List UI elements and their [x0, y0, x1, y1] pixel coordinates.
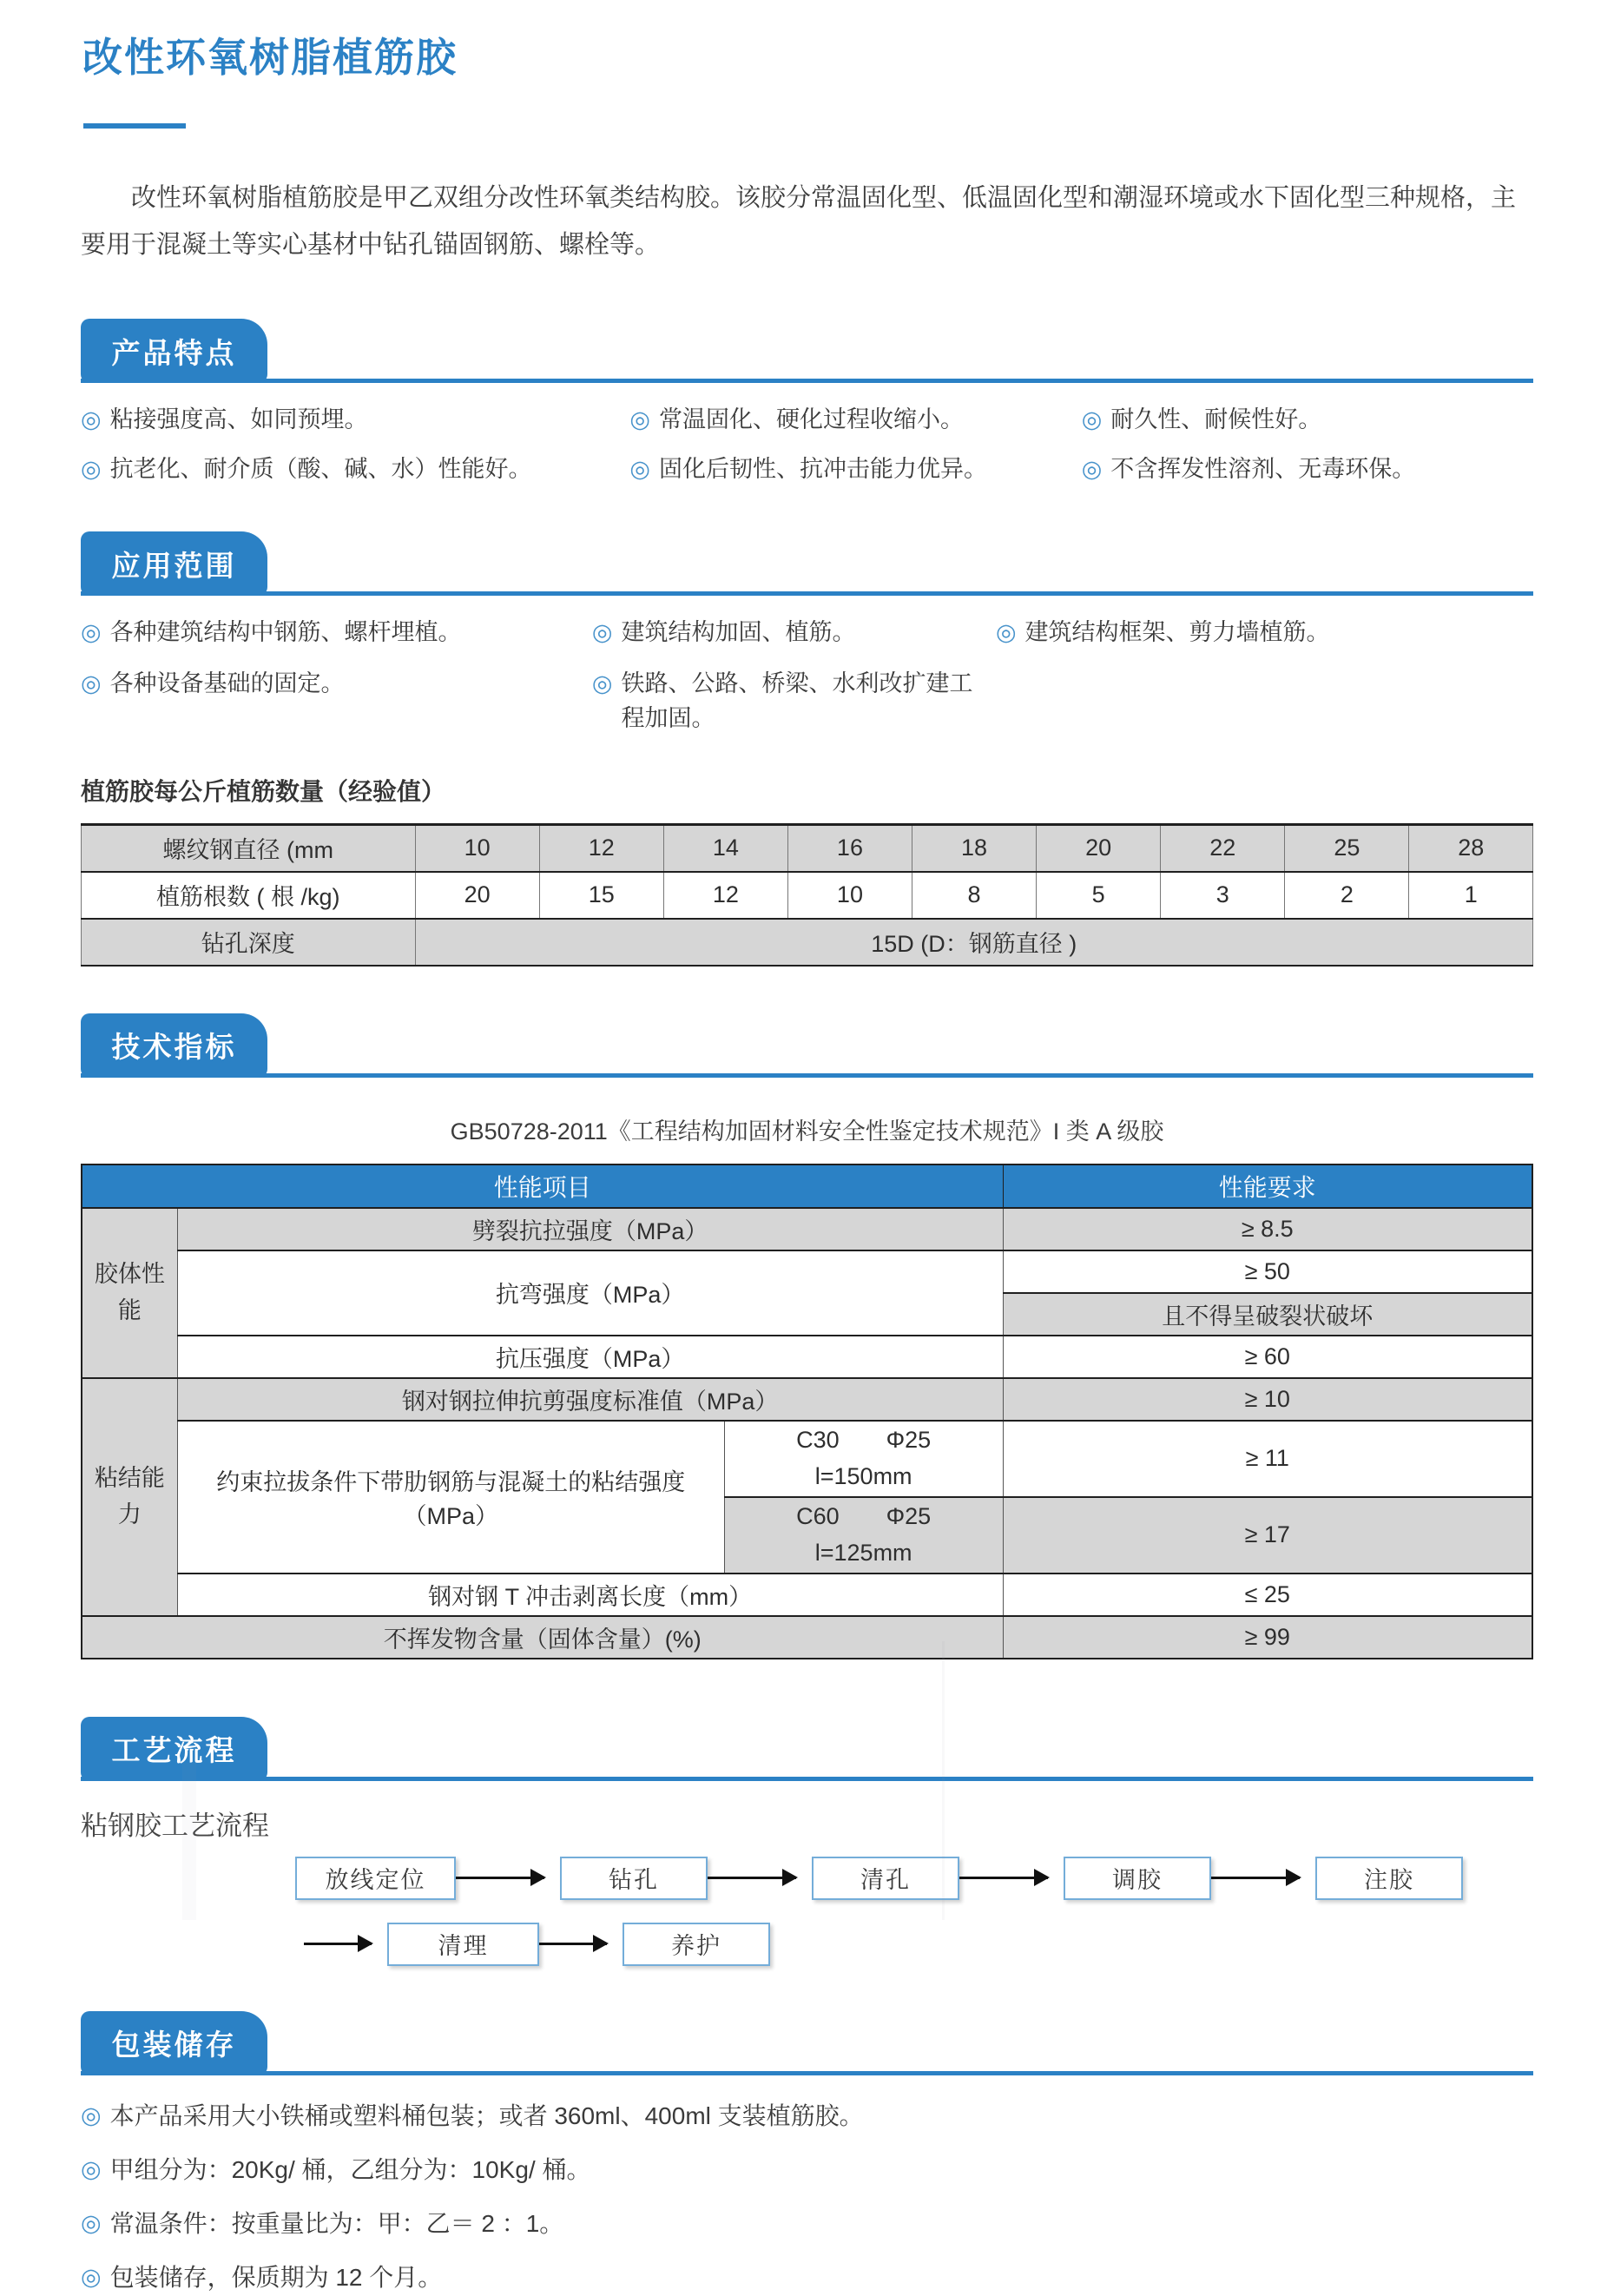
application-text: 各种设备基础的固定。	[109, 670, 345, 696]
packing-text: 常温条件：按重量比为：甲：乙＝ 2 ：1。	[109, 2209, 564, 2237]
feature-text: 不含挥发性溶剂、无毒环保。	[1110, 455, 1416, 482]
application-text: 各种建筑结构中钢筋、螺杆埋植。	[109, 619, 462, 646]
cell: 22	[1161, 824, 1285, 872]
table-header-row	[82, 1164, 1532, 1208]
column-header-req: 性能要求	[1003, 1164, 1532, 1208]
list-item	[1082, 402, 1533, 438]
list-item	[81, 452, 629, 487]
table-row-diameter	[82, 824, 1533, 872]
condition-line: l=125mm	[814, 1539, 912, 1566]
double-circle-bullet-icon: ◎	[81, 2209, 102, 2236]
section-rule	[81, 591, 1533, 596]
section-header-process	[81, 1712, 1533, 1781]
flow-step-box: 钻孔	[560, 1857, 708, 1900]
section-header-features	[81, 313, 1533, 383]
tech-spec-table	[81, 1164, 1533, 1659]
cell: 1	[1409, 872, 1533, 919]
cell: 15	[539, 872, 663, 919]
rebar-table-caption: 植筋胶每公斤植筋数量（经验值）	[81, 777, 446, 805]
group-label	[82, 1378, 177, 1616]
req-cell: ≥ 8.5	[1003, 1208, 1532, 1250]
req-cell: ≥ 50	[1003, 1250, 1532, 1293]
cell: 10	[787, 872, 912, 919]
flow-step-box: 注胶	[1315, 1857, 1463, 1900]
item-cell: 不挥发物含量（固体含量）(%)	[82, 1616, 1003, 1659]
cell: 20	[1037, 824, 1161, 872]
list-item	[629, 452, 1081, 487]
item-cell: 劈裂抗拉强度（MPa）	[177, 1208, 1003, 1250]
double-circle-bullet-icon: ◎	[81, 2155, 102, 2182]
cell: 10	[415, 824, 539, 872]
group-text: 胶体性能	[94, 1260, 165, 1323]
cell: 5	[1037, 872, 1161, 919]
row-label: 螺纹钢直径 (mm	[82, 824, 416, 872]
row-label: 植筋根数 ( 根 /kg)	[82, 872, 416, 919]
section-rule	[81, 1073, 1533, 1078]
cell: 20	[415, 872, 539, 919]
double-circle-bullet-icon: ◎	[81, 670, 102, 696]
application-text: 建筑结构框架、剪力墙植筋。	[1024, 619, 1330, 646]
row-label: 钻孔深度	[82, 919, 416, 966]
list-item	[996, 615, 1533, 650]
section-badge-features: 产品特点	[81, 319, 267, 383]
section-rule	[81, 379, 1533, 383]
cell: 14	[663, 824, 787, 872]
section-header-packing	[81, 2006, 1533, 2075]
right-arrow-icon	[1211, 1877, 1300, 1879]
cell: 3	[1161, 872, 1285, 919]
cell: 12	[663, 872, 787, 919]
condition-cell	[724, 1497, 1003, 1574]
table-row	[82, 1336, 1532, 1378]
double-circle-bullet-icon: ◎	[81, 2101, 102, 2128]
feature-text: 耐久性、耐候性好。	[1110, 406, 1322, 433]
double-circle-bullet-icon: ◎	[995, 619, 1017, 646]
cell: 28	[1409, 824, 1533, 872]
req-cell: ≥ 60	[1003, 1336, 1532, 1378]
double-circle-bullet-icon: ◎	[81, 2263, 102, 2290]
double-circle-bullet-icon: ◎	[591, 670, 613, 696]
list-item	[592, 615, 996, 650]
cell: 16	[787, 824, 912, 872]
table-row	[82, 1250, 1532, 1293]
list-item	[592, 666, 996, 736]
condition-line: C60 Φ25	[796, 1502, 932, 1529]
double-circle-bullet-icon: ◎	[591, 619, 613, 646]
section-badge-packing: 包装储存	[81, 2011, 267, 2075]
section-header-tech	[81, 1008, 1533, 1078]
page-title: 改性环氧树脂植筋胶	[82, 35, 458, 80]
watermark	[942, 1641, 945, 1920]
list-item	[81, 2098, 1533, 2134]
list-item	[81, 2206, 1533, 2242]
process-flow-row-2	[304, 1923, 1533, 1966]
condition-cell	[724, 1421, 1003, 1497]
list-item	[81, 2260, 1533, 2296]
table-row-count	[82, 872, 1533, 919]
table-row	[82, 1378, 1532, 1421]
req-cell: ≥ 11	[1003, 1421, 1532, 1497]
feature-text: 固化后韧性、抗冲击能力优异。	[658, 455, 987, 482]
application-text: 铁路、公路、桥梁、水利改扩建工程加固。	[621, 670, 973, 732]
item-cell: 钢对钢拉伸抗剪强度标准值（MPa）	[177, 1378, 1003, 1421]
cell: 8	[912, 872, 1037, 919]
double-circle-bullet-icon: ◎	[1081, 455, 1103, 482]
table-row-depth	[82, 919, 1533, 966]
req-cell: ≥ 17	[1003, 1497, 1532, 1574]
feature-text: 抗老化、耐介质（酸、碱、水）性能好。	[109, 455, 532, 482]
list-item	[81, 666, 592, 736]
section-badge-tech: 技术指标	[81, 1013, 267, 1078]
right-arrow-icon	[708, 1877, 796, 1879]
req-cell: ≥ 10	[1003, 1378, 1532, 1421]
table-row	[82, 1421, 1532, 1497]
packing-text: 本产品采用大小铁桶或塑料桶包装；或者 360ml、400ml 支装植筋胶。	[109, 2101, 864, 2129]
table-row	[82, 1574, 1532, 1616]
flow-step-box: 养护	[623, 1923, 770, 1966]
feature-text: 常温固化、硬化过程收缩小。	[658, 406, 964, 433]
group-label	[82, 1208, 177, 1378]
cell: 15D (D：钢筋直径 )	[415, 919, 1532, 966]
double-circle-bullet-icon: ◎	[81, 619, 102, 646]
section-badge-process: 工艺流程	[81, 1717, 267, 1781]
packing-list	[81, 2098, 1533, 2296]
right-arrow-icon	[539, 1943, 607, 1945]
features-list	[81, 402, 1533, 486]
item-cell: 约束拉拔条件下带肋钢筋与混凝土的粘结强度（MPa）	[177, 1421, 724, 1574]
right-arrow-icon	[456, 1877, 544, 1879]
right-arrow-icon	[959, 1877, 1048, 1879]
section-header-applications	[81, 526, 1533, 596]
tech-standard-caption: GB50728-2011《工程结构加固材料安全性鉴定技术规范》I 类 A 级胶	[450, 1118, 1164, 1145]
double-circle-bullet-icon: ◎	[629, 406, 650, 433]
cell: 12	[539, 824, 663, 872]
double-circle-bullet-icon: ◎	[1081, 406, 1103, 433]
table-row	[82, 1208, 1532, 1250]
condition-line: l=150mm	[814, 1462, 912, 1489]
packing-text: 包装储存，保质期为 12 个月。	[109, 2263, 443, 2291]
title-underline	[83, 123, 186, 129]
cell: 2	[1285, 872, 1409, 919]
list-item	[1082, 452, 1533, 487]
item-cell: 抗弯强度（MPa）	[177, 1250, 1003, 1336]
list-item	[81, 402, 629, 438]
cell: 25	[1285, 824, 1409, 872]
item-cell: 钢对钢 T 冲击剥离长度（mm）	[177, 1574, 1003, 1616]
application-text: 建筑结构加固、植筋。	[621, 619, 856, 646]
req-cell: 且不得呈破裂状破坏	[1003, 1293, 1532, 1336]
flow-step-box: 清理	[387, 1923, 539, 1966]
applications-list	[81, 615, 1533, 736]
right-arrow-icon	[304, 1943, 372, 1945]
list-item	[629, 402, 1081, 438]
req-cell: ≥ 99	[1003, 1616, 1532, 1659]
flow-step-box: 清孔	[812, 1857, 959, 1900]
req-cell: ≤ 25	[1003, 1574, 1532, 1616]
watermark	[182, 1763, 196, 1920]
list-item	[81, 2152, 1533, 2188]
group-text: 粘结能力	[94, 1464, 165, 1527]
process-subtitle: 粘钢胶工艺流程	[81, 1810, 269, 1841]
double-circle-bullet-icon: ◎	[81, 455, 102, 482]
cell: 18	[912, 824, 1037, 872]
table-row	[82, 1616, 1532, 1659]
item-cell: 抗压强度（MPa）	[177, 1336, 1003, 1378]
process-flow-row-1	[295, 1857, 1533, 1900]
flow-step-box: 放线定位	[295, 1857, 456, 1900]
feature-text: 粘接强度高、如同预埋。	[109, 406, 368, 433]
column-header-item: 性能项目	[82, 1164, 1003, 1208]
intro-paragraph: 改性环氧树脂植筋胶是甲乙双组分改性环氧类结构胶。该胶分常温固化型、低温固化型和潮湿环境或水下固化型三种规格，主要用于混凝土等实心基材中钻孔锚固钢筋、螺栓等。	[81, 184, 1517, 259]
flow-step-box: 调胶	[1064, 1857, 1211, 1900]
double-circle-bullet-icon: ◎	[629, 455, 650, 482]
section-rule	[81, 1777, 1533, 1781]
list-item	[81, 615, 592, 650]
rebar-quantity-table	[81, 823, 1533, 967]
section-badge-applications: 应用范围	[81, 531, 267, 596]
double-circle-bullet-icon: ◎	[81, 406, 102, 433]
section-rule	[81, 2071, 1533, 2075]
packing-text: 甲组分为：20Kg/ 桶，乙组分为：10Kg/ 桶。	[109, 2155, 591, 2183]
condition-line: C30 Φ25	[796, 1426, 932, 1453]
